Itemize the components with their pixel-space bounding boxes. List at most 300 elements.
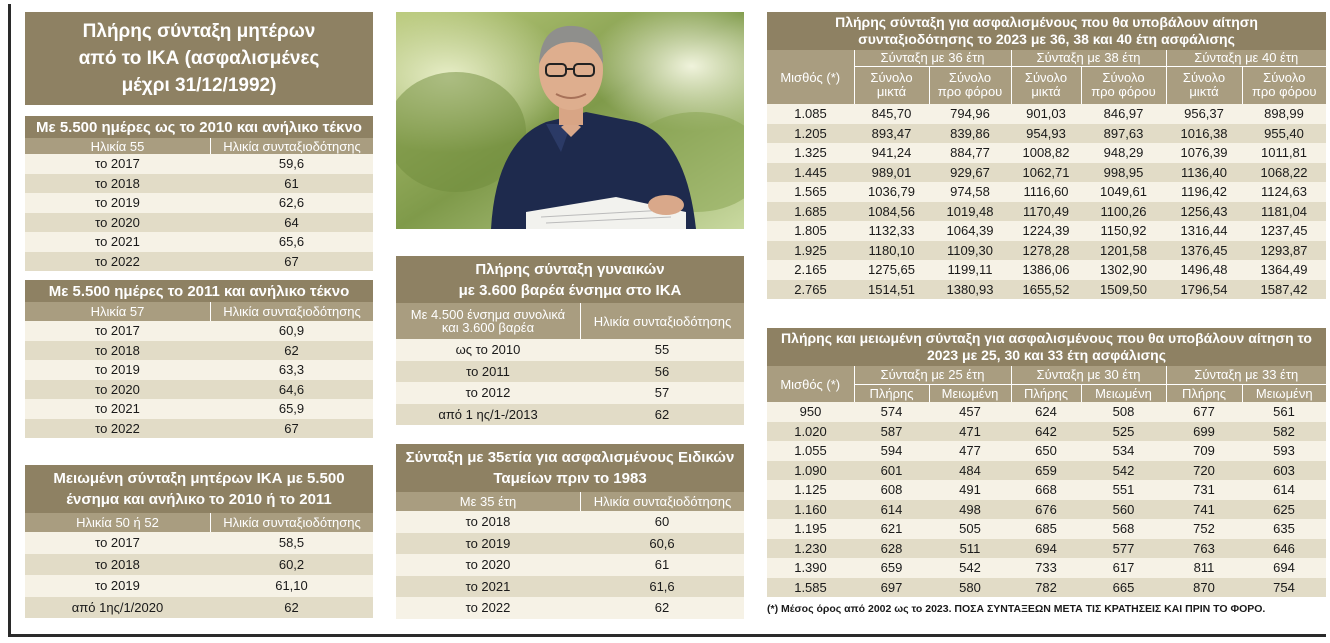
reduced-2023-section bbox=[767, 328, 1326, 615]
table-row bbox=[767, 500, 1326, 520]
table-row bbox=[767, 104, 1326, 124]
salary-header: Μισθός (*) bbox=[767, 50, 854, 104]
table-row bbox=[396, 361, 744, 383]
cell: 659 bbox=[1011, 461, 1081, 481]
cell: 508 bbox=[1081, 402, 1166, 422]
cell: το 2019 bbox=[95, 195, 140, 211]
cell: 60 bbox=[654, 514, 670, 530]
table-row bbox=[767, 163, 1326, 183]
cell: 1293,87 bbox=[1242, 241, 1326, 261]
cell: 677 bbox=[1166, 402, 1242, 422]
cell: 1.925 bbox=[767, 241, 854, 261]
table-2011-header bbox=[25, 302, 373, 321]
table-2010-title: Με 5.500 ημέρες ως το 2010 και ανήλικο τέκνο bbox=[25, 116, 373, 138]
cell: 617 bbox=[1081, 558, 1166, 578]
table-row bbox=[396, 511, 744, 533]
cell: 1224,39 bbox=[1011, 221, 1081, 241]
cell: 811 bbox=[1166, 558, 1242, 578]
cell: 1068,22 bbox=[1242, 163, 1326, 183]
photo-illustration bbox=[396, 12, 744, 229]
table-row bbox=[396, 554, 744, 576]
sub-header-line: Σύνολο bbox=[948, 70, 992, 86]
cell: 457 bbox=[929, 402, 1011, 422]
sub-header bbox=[1081, 66, 1166, 104]
special-funds-title-line: Σύνταξη με 35ετία για ασφαλισμένους Ειδικών bbox=[405, 449, 735, 466]
cell: 1.195 bbox=[767, 519, 854, 539]
cell: 709 bbox=[1166, 441, 1242, 461]
sub-header-line: μικτά bbox=[1031, 84, 1061, 100]
cell: 697 bbox=[854, 578, 929, 598]
cell: 763 bbox=[1166, 539, 1242, 559]
cell: 1016,38 bbox=[1166, 124, 1242, 144]
table-row bbox=[767, 461, 1326, 481]
cell: 1278,28 bbox=[1011, 241, 1081, 261]
sub-header-line: μικτά bbox=[876, 84, 907, 100]
mothers-ika-title-line: από το ΙΚΑ (ασφαλισμένες bbox=[78, 48, 320, 69]
sub-header-line: Σύνολο bbox=[1263, 70, 1306, 86]
cell: 989,01 bbox=[854, 163, 929, 183]
cell: 650 bbox=[1011, 441, 1081, 461]
cell: 484 bbox=[929, 461, 1011, 481]
cell: 845,70 bbox=[854, 104, 929, 124]
cell: 60,9 bbox=[278, 323, 305, 339]
cell: 477 bbox=[929, 441, 1011, 461]
reduced-mothers-title-line: ένσημα και ανήλικο το 2010 ή το 2011 bbox=[66, 491, 332, 508]
cell: το 2022 bbox=[465, 600, 511, 616]
cell: 491 bbox=[929, 480, 1011, 500]
cell: 955,40 bbox=[1242, 124, 1326, 144]
cell: το 2018 bbox=[95, 342, 140, 358]
cell: το 2018 bbox=[95, 556, 140, 572]
group-header-row bbox=[767, 50, 1326, 66]
cell: 1256,43 bbox=[1166, 202, 1242, 222]
cell: 2.765 bbox=[767, 280, 854, 300]
col-header: Ηλικία 57 bbox=[25, 302, 210, 321]
cell: ως το 2010 bbox=[455, 342, 521, 358]
cell: 1170,49 bbox=[1011, 202, 1081, 222]
sub-header-line: μικτά bbox=[1189, 84, 1219, 100]
cell: 668 bbox=[1011, 480, 1081, 500]
cell: 1181,04 bbox=[1242, 202, 1326, 222]
table-row bbox=[25, 399, 373, 419]
cell: το 2017 bbox=[95, 535, 140, 551]
sub-header: Μειωμένη bbox=[929, 384, 1011, 402]
reduced-mothers-header bbox=[25, 513, 373, 532]
table-2010-header bbox=[25, 138, 373, 154]
cell: 1376,45 bbox=[1166, 241, 1242, 261]
cell: το 2018 bbox=[95, 175, 140, 191]
salary-header: Μισθός (*) bbox=[767, 366, 854, 402]
reduced-mothers-title bbox=[25, 465, 373, 513]
cell: 1.055 bbox=[767, 441, 854, 461]
cell: 1076,39 bbox=[1166, 143, 1242, 163]
cell: 1.020 bbox=[767, 422, 854, 442]
cell: 950 bbox=[767, 402, 854, 422]
cell: 542 bbox=[929, 558, 1011, 578]
cell: 61 bbox=[284, 175, 299, 191]
cell: 560 bbox=[1081, 500, 1166, 520]
table-row bbox=[767, 280, 1326, 300]
cell: 1062,71 bbox=[1011, 163, 1081, 183]
cell: 659 bbox=[854, 558, 929, 578]
table-2011-title: Με 5.500 ημέρες το 2011 και ανήλικο τέκνο bbox=[25, 280, 373, 302]
cell: το 2017 bbox=[95, 323, 140, 339]
table-row bbox=[767, 422, 1326, 442]
cell: 498 bbox=[929, 500, 1011, 520]
sub-header: Πλήρης bbox=[854, 384, 929, 402]
cell: 1514,51 bbox=[854, 280, 929, 300]
cell: 685 bbox=[1011, 519, 1081, 539]
cell: το 2020 bbox=[95, 381, 140, 397]
cell: 511 bbox=[929, 539, 1011, 559]
cell: 1064,39 bbox=[929, 221, 1011, 241]
table-row bbox=[767, 402, 1326, 422]
cell: 676 bbox=[1011, 500, 1081, 520]
cell: το 2019 bbox=[95, 578, 140, 594]
women-heavy-title-line: με 3.600 βαρέα ένσημα στο ΙΚΑ bbox=[458, 281, 682, 299]
cell: 948,29 bbox=[1081, 143, 1166, 163]
full-2023-title-line: Πλήρης σύνταξη για ασφαλισμένους που θα υποβάλουν αίτηση bbox=[835, 14, 1258, 30]
cell: 1380,93 bbox=[929, 280, 1011, 300]
cell: 839,86 bbox=[929, 124, 1011, 144]
reduced-mothers-title-line: Μειωμένη σύνταξη μητέρων ΙΚΑ με 5.500 bbox=[53, 470, 345, 487]
cell: 542 bbox=[1081, 461, 1166, 481]
cell: 64,6 bbox=[278, 381, 305, 397]
cell: το 2021 bbox=[465, 578, 511, 594]
table-row bbox=[25, 174, 373, 194]
cell: 594 bbox=[854, 441, 929, 461]
cell: 974,58 bbox=[929, 182, 1011, 202]
sub-header: Μειωμένη bbox=[1242, 384, 1326, 402]
cell: 893,47 bbox=[854, 124, 929, 144]
cell: 67 bbox=[284, 253, 299, 269]
col-header: Με 35 έτη bbox=[396, 492, 580, 511]
special-funds-header bbox=[396, 492, 744, 511]
full-2023-title bbox=[767, 12, 1326, 50]
table-row bbox=[767, 202, 1326, 222]
cell: 956,37 bbox=[1166, 104, 1242, 124]
cell: 61,6 bbox=[649, 578, 675, 594]
cell: 587 bbox=[854, 422, 929, 442]
special-funds-title bbox=[396, 444, 744, 492]
sub-header bbox=[1242, 66, 1326, 104]
cell: 1.325 bbox=[767, 143, 854, 163]
col-header: Με 4.500 ένσημα συνολικά και 3.600 βαρέα bbox=[396, 303, 580, 339]
table-row bbox=[767, 441, 1326, 461]
cell: 1364,49 bbox=[1242, 260, 1326, 280]
cell: 635 bbox=[1242, 519, 1326, 539]
sub-header-line: Σύνολο bbox=[1102, 70, 1145, 86]
table-row bbox=[767, 182, 1326, 202]
cell: 62 bbox=[654, 600, 670, 616]
full-2023-section bbox=[767, 12, 1326, 299]
cell: 897,63 bbox=[1081, 124, 1166, 144]
cell: 741 bbox=[1166, 500, 1242, 520]
cell: 471 bbox=[929, 422, 1011, 442]
col-header: Ηλικία συνταξιοδότησης bbox=[580, 492, 744, 511]
table-row bbox=[396, 404, 744, 426]
cell: 1.160 bbox=[767, 500, 854, 520]
table-row bbox=[25, 597, 373, 619]
table-row bbox=[25, 193, 373, 213]
table-row bbox=[25, 213, 373, 233]
cell: 754 bbox=[1242, 578, 1326, 598]
cell: 929,67 bbox=[929, 163, 1011, 183]
table-row bbox=[767, 221, 1326, 241]
cell: το 2012 bbox=[465, 385, 511, 401]
cell: 1509,50 bbox=[1081, 280, 1166, 300]
cell: το 2022 bbox=[95, 253, 140, 269]
sub-header-line: προ φόρου bbox=[937, 84, 1003, 100]
special-funds-title-line: Ταμείων πριν το 1983 bbox=[493, 470, 647, 487]
cell: 998,95 bbox=[1081, 163, 1166, 183]
cell: 1196,42 bbox=[1166, 182, 1242, 202]
cell: 67 bbox=[284, 420, 299, 436]
cell: το 2020 bbox=[465, 557, 511, 573]
cell: 901,03 bbox=[1011, 104, 1081, 124]
cell: 1100,26 bbox=[1081, 202, 1166, 222]
sub-header bbox=[1011, 66, 1081, 104]
cell: 505 bbox=[929, 519, 1011, 539]
table-row bbox=[396, 533, 744, 555]
cell: 694 bbox=[1242, 558, 1326, 578]
cell: 1199,11 bbox=[929, 260, 1011, 280]
cell: το 2020 bbox=[95, 214, 140, 230]
cell: 561 bbox=[1242, 402, 1326, 422]
cell: 56 bbox=[654, 363, 670, 379]
cell: 62 bbox=[284, 599, 299, 615]
cell: 628 bbox=[854, 539, 929, 559]
cell: 1011,81 bbox=[1242, 143, 1326, 163]
cell: 1237,45 bbox=[1242, 221, 1326, 241]
table-row bbox=[767, 539, 1326, 559]
sub-header bbox=[929, 66, 1011, 104]
cell: 846,97 bbox=[1081, 104, 1166, 124]
col-header: Ηλικία συνταξιοδότησης bbox=[210, 513, 373, 532]
cell: 954,93 bbox=[1011, 124, 1081, 144]
cell: το 2021 bbox=[95, 401, 140, 417]
cell: από 1 ης/1-/2013 bbox=[438, 406, 538, 422]
group-header: Σύνταξη με 30 έτη bbox=[1011, 366, 1166, 384]
cell: 624 bbox=[1011, 402, 1081, 422]
cell: 59,6 bbox=[278, 156, 305, 172]
sub-header-line: Σύνολο bbox=[870, 70, 913, 86]
frame-bottom-rule bbox=[8, 634, 1326, 637]
cell: 1.565 bbox=[767, 182, 854, 202]
cell: το 2018 bbox=[465, 514, 511, 530]
col-header: Ηλικία συνταξιοδότησης bbox=[210, 302, 373, 321]
cell: 608 bbox=[854, 480, 929, 500]
cell: 1496,48 bbox=[1166, 260, 1242, 280]
women-heavy-section bbox=[396, 256, 744, 425]
group-header: Σύνταξη με 25 έτη bbox=[854, 366, 1011, 384]
cell: 1.390 bbox=[767, 558, 854, 578]
cell: 1.205 bbox=[767, 124, 854, 144]
cell: 65,9 bbox=[278, 401, 305, 417]
cell: 720 bbox=[1166, 461, 1242, 481]
cell: το 2019 bbox=[465, 535, 511, 551]
cell: 65,6 bbox=[278, 234, 305, 250]
cell: 62,6 bbox=[278, 195, 305, 211]
cell: 614 bbox=[1242, 480, 1326, 500]
cell: 1302,90 bbox=[1081, 260, 1166, 280]
cell: 694 bbox=[1011, 539, 1081, 559]
cell: 601 bbox=[854, 461, 929, 481]
special-funds-section bbox=[396, 444, 744, 619]
table-row bbox=[25, 360, 373, 380]
cell: 752 bbox=[1166, 519, 1242, 539]
sub-header-line: Σύνολο bbox=[1024, 70, 1068, 86]
cell: 574 bbox=[854, 402, 929, 422]
cell: 1655,52 bbox=[1011, 280, 1081, 300]
frame-left-rule bbox=[8, 4, 11, 637]
cell: 1008,82 bbox=[1011, 143, 1081, 163]
cell: 1201,58 bbox=[1081, 241, 1166, 261]
cell: 1124,63 bbox=[1242, 182, 1326, 202]
reduced-2023-title-line: Πλήρης και μειωμένη σύνταξη για ασφαλισμένους που θα υποβάλουν αίτηση το bbox=[781, 330, 1312, 346]
reduced-2023-title bbox=[767, 328, 1326, 366]
cell: 1132,33 bbox=[854, 221, 929, 241]
table-row bbox=[767, 143, 1326, 163]
cell: 794,96 bbox=[929, 104, 1011, 124]
cell: 64 bbox=[284, 214, 299, 230]
cell: 1.125 bbox=[767, 480, 854, 500]
reduced-2023-title-line: 2023 με 25, 30 και 33 έτη ασφάλισης bbox=[926, 347, 1167, 363]
table-row bbox=[25, 575, 373, 597]
cell: 1.085 bbox=[767, 104, 854, 124]
mothers-ika-title-line: μέχρι 31/12/1992) bbox=[121, 75, 277, 96]
cell: 870 bbox=[1166, 578, 1242, 598]
cell: 1.585 bbox=[767, 578, 854, 598]
cell: το 2017 bbox=[95, 156, 140, 172]
cell: 55 bbox=[654, 342, 670, 358]
table-row bbox=[25, 380, 373, 400]
cell: 61 bbox=[654, 557, 670, 573]
cell: 782 bbox=[1011, 578, 1081, 598]
cell: 1386,06 bbox=[1011, 260, 1081, 280]
mothers-ika-title bbox=[25, 12, 373, 105]
cell: από 1ης/1/2020 bbox=[71, 599, 164, 615]
table-row bbox=[25, 341, 373, 361]
table-row bbox=[25, 419, 373, 439]
cell: 1036,79 bbox=[854, 182, 929, 202]
table-row bbox=[396, 382, 744, 404]
cell: 582 bbox=[1242, 422, 1326, 442]
sub-header bbox=[1166, 66, 1242, 104]
table-2010 bbox=[25, 116, 373, 271]
table-row bbox=[767, 241, 1326, 261]
cell: 580 bbox=[929, 578, 1011, 598]
table-row bbox=[767, 124, 1326, 144]
table-row bbox=[767, 578, 1326, 598]
sub-header: Πλήρης bbox=[1166, 384, 1242, 402]
reduced-mothers-section bbox=[25, 465, 373, 618]
table-row bbox=[767, 558, 1326, 578]
sub-header-line: προ φόρου bbox=[1251, 84, 1317, 100]
table-row bbox=[25, 154, 373, 174]
group-header-row bbox=[767, 366, 1326, 384]
cell: 733 bbox=[1011, 558, 1081, 578]
cell: 1.445 bbox=[767, 163, 854, 183]
table-row bbox=[25, 252, 373, 272]
cell: 625 bbox=[1242, 500, 1326, 520]
man-reading-newspaper-photo bbox=[396, 12, 744, 229]
cell: 642 bbox=[1011, 422, 1081, 442]
sub-header: Μειωμένη bbox=[1081, 384, 1166, 402]
col-header: Ηλικία συνταξιοδότησης bbox=[210, 138, 373, 154]
table-row bbox=[25, 554, 373, 576]
table-row bbox=[396, 339, 744, 361]
cell: 62 bbox=[284, 342, 299, 358]
cell: 1316,44 bbox=[1166, 221, 1242, 241]
cell: 1.805 bbox=[767, 221, 854, 241]
cell: 665 bbox=[1081, 578, 1166, 598]
cell: 57 bbox=[654, 385, 670, 401]
cell: 1019,48 bbox=[929, 202, 1011, 222]
cell: 1150,92 bbox=[1081, 221, 1166, 241]
cell: 60,2 bbox=[278, 556, 305, 572]
mothers-ika-section bbox=[25, 12, 373, 105]
cell: 1136,40 bbox=[1166, 163, 1242, 183]
cell: 61,10 bbox=[275, 578, 308, 594]
cell: 60,6 bbox=[649, 535, 675, 551]
cell: 884,77 bbox=[929, 143, 1011, 163]
table-row bbox=[767, 260, 1326, 280]
cell: 731 bbox=[1166, 480, 1242, 500]
cell: 614 bbox=[854, 500, 929, 520]
cell: 525 bbox=[1081, 422, 1166, 442]
table-row bbox=[767, 519, 1326, 539]
sub-header: Πλήρης bbox=[1011, 384, 1081, 402]
cell: 1796,54 bbox=[1166, 280, 1242, 300]
cell: 58,5 bbox=[278, 535, 305, 551]
cell: 1180,10 bbox=[854, 241, 929, 261]
women-heavy-title-line: Πλήρης σύνταξη γυναικών bbox=[475, 260, 665, 278]
cell: 1587,42 bbox=[1242, 280, 1326, 300]
cell: 898,99 bbox=[1242, 104, 1326, 124]
table-row bbox=[396, 597, 744, 619]
group-header: Σύνταξη με 36 έτη bbox=[854, 50, 1011, 66]
cell: 1049,61 bbox=[1081, 182, 1166, 202]
group-header: Σύνταξη με 33 έτη bbox=[1166, 366, 1326, 384]
cell: 577 bbox=[1081, 539, 1166, 559]
women-heavy-header bbox=[396, 303, 744, 339]
cell: 551 bbox=[1081, 480, 1166, 500]
full-2023-title-line: συνταξιοδότησης το 2023 με 36, 38 και 40 έτη ασφάλισης bbox=[858, 31, 1235, 47]
cell: 699 bbox=[1166, 422, 1242, 442]
table-row bbox=[396, 576, 744, 598]
cell: το 2021 bbox=[95, 234, 140, 250]
sub-header-line: Σύνολο bbox=[1182, 70, 1226, 86]
sub-header bbox=[854, 66, 929, 104]
cell: το 2022 bbox=[95, 420, 140, 436]
women-heavy-title bbox=[396, 256, 744, 303]
cell: 63,3 bbox=[278, 362, 305, 378]
col-header: Ηλικία 50 ή 52 bbox=[25, 513, 210, 532]
cell: 1.230 bbox=[767, 539, 854, 559]
cell: 2.165 bbox=[767, 260, 854, 280]
cell: το 2011 bbox=[466, 363, 510, 379]
table-2011 bbox=[25, 280, 373, 438]
cell: 1.090 bbox=[767, 461, 854, 481]
sub-header-line: προ φόρου bbox=[1091, 84, 1156, 100]
col-header: Ηλικία 55 bbox=[25, 138, 210, 154]
cell: 568 bbox=[1081, 519, 1166, 539]
cell: 593 bbox=[1242, 441, 1326, 461]
cell: 1.685 bbox=[767, 202, 854, 222]
cell: 1084,56 bbox=[854, 202, 929, 222]
group-header: Σύνταξη με 40 έτη bbox=[1166, 50, 1326, 66]
